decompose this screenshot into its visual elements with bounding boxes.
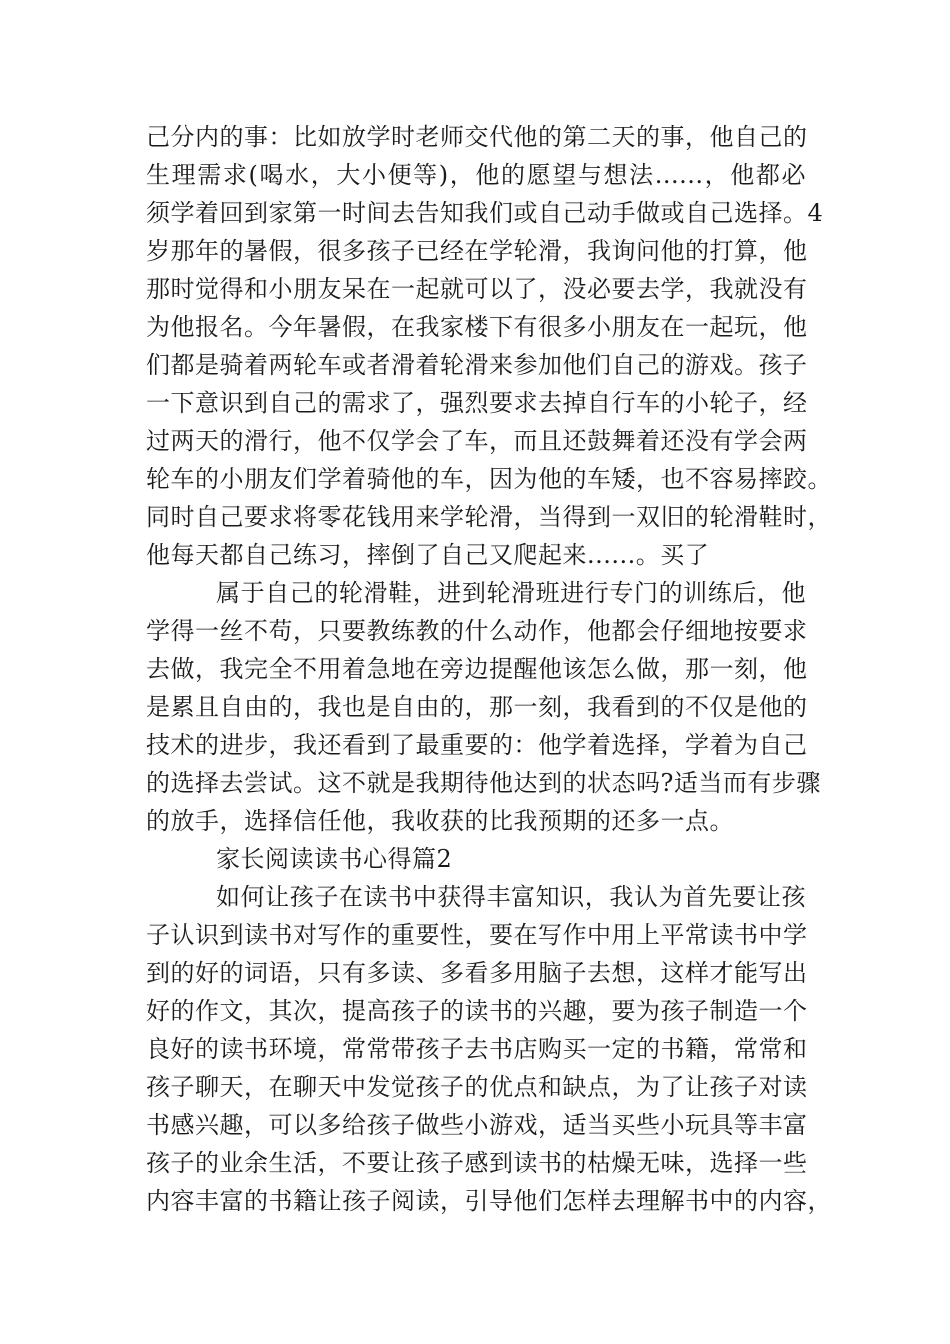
text-line: 是累且自由的，我也是自由的，那一刻，我看到的不仅是他的 xyxy=(146,693,808,721)
text-line: 书感兴趣，可以多给孩子做些小游戏，适当买些小玩具等丰富 xyxy=(146,1111,808,1139)
paragraph-first-line: 属于自己的轮滑鞋，进到轮滑班进行专门的训练后，他 xyxy=(216,579,806,607)
text-line: 须学着回到家第一时间去告知我们或自己动手做或自己选择。4 xyxy=(146,199,824,227)
text-line: 去做，我完全不用着急地在旁边提醒他该怎么做，那一刻，他 xyxy=(146,655,808,683)
text-line: 孩子聊天，在聊天中发觉孩子的优点和缺点，为了让孩子对读 xyxy=(146,1073,808,1101)
text-line: 他每天都自己练习，摔倒了自己又爬起来......。买了 xyxy=(146,541,710,569)
text-line: 的选择去尝试。这不就是我期待他达到的状态吗?适当而有步骤 xyxy=(146,769,821,797)
text-line: 过两天的滑行，他不仅学会了车，而且还鼓舞着还没有学会两 xyxy=(146,427,808,455)
text-line: 学得一丝不苟，只要教练教的什么动作，他都会仔细地按要求 xyxy=(146,617,808,645)
text-line: 为他报名。今年暑假，在我家楼下有很多小朋友在一起玩，他 xyxy=(146,313,808,341)
text-line: 同时自己要求将零花钱用来学轮滑，当得到一双旧的轮滑鞋时， xyxy=(146,503,832,531)
text-line: 孩子的业余生活，不要让孩子感到读书的枯燥无味，选择一些 xyxy=(146,1149,808,1177)
text-line: 良好的读书环境，常常带孩子去书店购买一定的书籍，常常和 xyxy=(146,1035,808,1063)
text-line: 生理需求(喝水，大小便等)，他的愿望与想法......，他都必 xyxy=(146,161,806,189)
text-line: 己分内的事：比如放学时老师交代他的第二天的事，他自己的 xyxy=(146,123,808,151)
paragraph-first-line: 如何让孩子在读书中获得丰富知识，我认为首先要让孩 xyxy=(216,883,806,911)
text-line: 的放手，选择信任他，我收获的比我预期的还多一点。 xyxy=(146,807,734,835)
text-line: 好的作文，其次，提高孩子的读书的兴趣，要为孩子制造一个 xyxy=(146,997,808,1025)
text-line: 技术的进步，我还看到了最重要的：他学着选择，学着为自己 xyxy=(146,731,808,759)
text-line: 一下意识到自己的需求了，强烈要求去掉自行车的小轮子，经 xyxy=(146,389,808,417)
text-line: 到的好的词语，只有多读、多看多用脑子去想，这样才能写出 xyxy=(146,959,808,987)
text-line: 们都是骑着两轮车或者滑着轮滑来参加他们自己的游戏。孩子 xyxy=(146,351,808,379)
text-line: 那时觉得和小朋友呆在一起就可以了，没必要去学，我就没有 xyxy=(146,275,808,303)
text-line: 内容丰富的书籍让孩子阅读，引导他们怎样去理解书中的内容， xyxy=(146,1187,832,1215)
text-line: 岁那年的暑假，很多孩子已经在学轮滑，我询问他的打算，他 xyxy=(146,237,808,265)
text-line: 轮车的小朋友们学着骑他的车，因为他的车矮，也不容易摔跤。 xyxy=(146,465,832,493)
section-heading: 家长阅读读书心得篇2 xyxy=(216,845,453,873)
text-line: 子认识到读书对写作的重要性，要在写作中用上平常读书中学 xyxy=(146,921,808,949)
